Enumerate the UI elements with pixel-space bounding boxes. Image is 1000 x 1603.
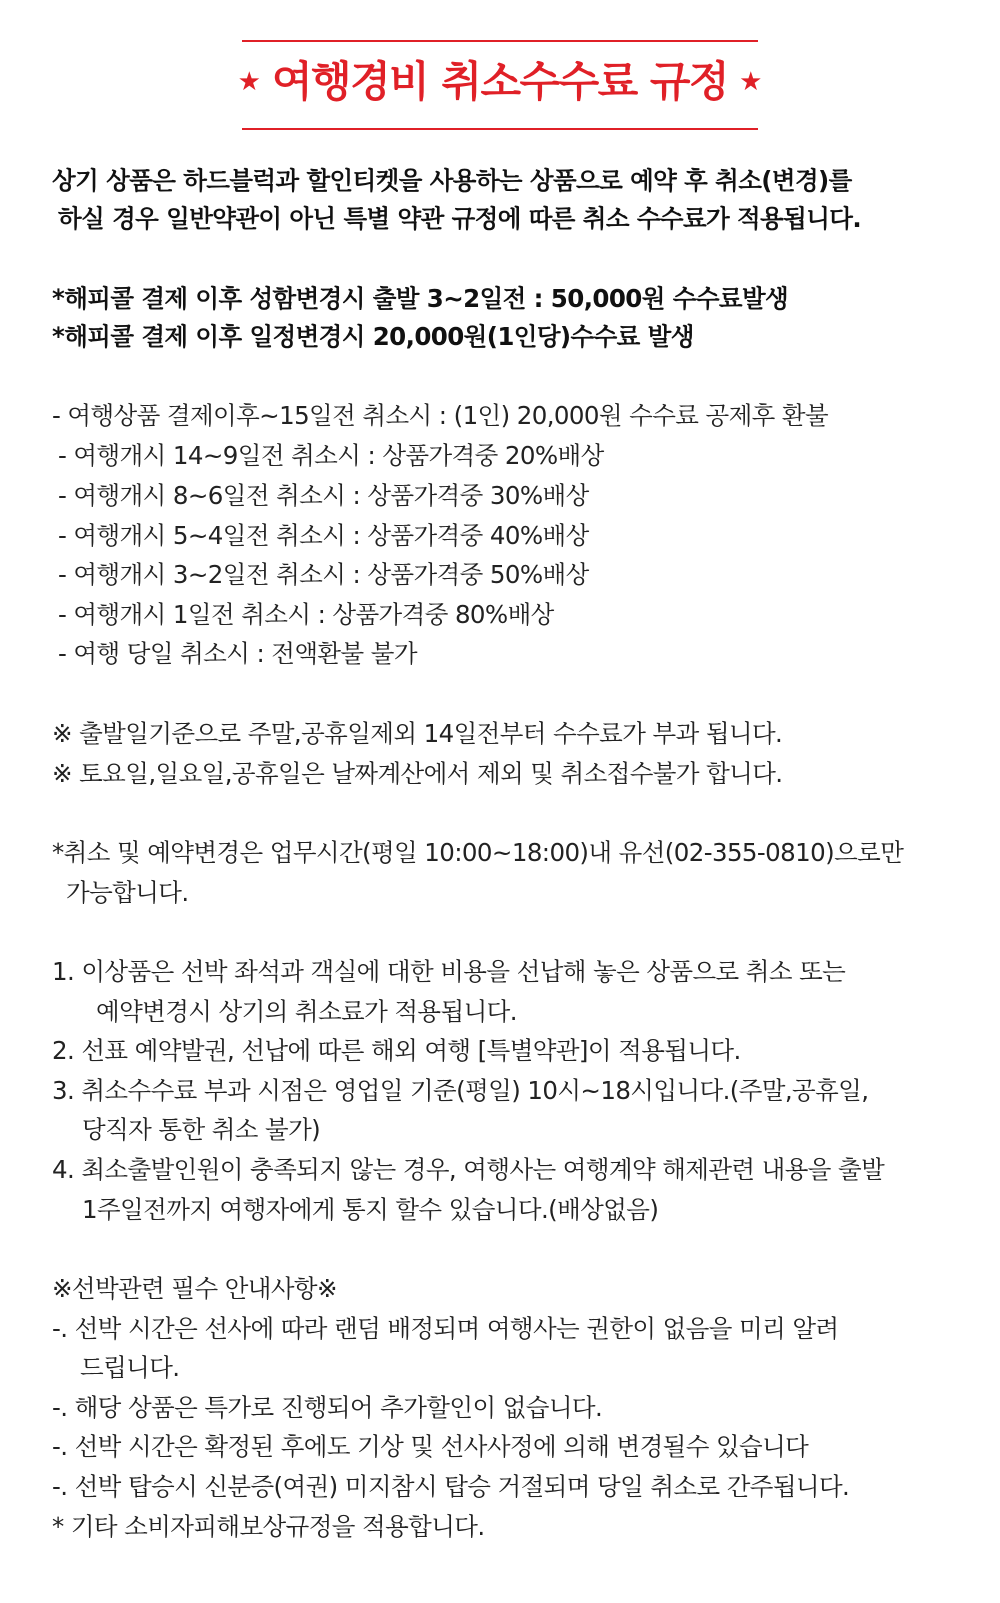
title-top-rule	[242, 40, 758, 42]
title-block	[0, 52, 1000, 112]
intro-line-2: 하실 경우 일반약관이 아닌 특별 약관 규정에 따른 취소 수수료가 적용됩니다.	[58, 204, 862, 233]
intro-line-1: 상기 상품은 하드블럭과 할인티켓을 사용하는 상품으로 예약 후 취소(변경)를	[52, 166, 852, 195]
change-fee-schedule: *해피콜 결제 이후 일정변경시 20,000원(1인당)수수료 발생	[52, 322, 694, 351]
cancel-item: - 여행개시 3~2일전 취소시 : 상품가격중 50%배상	[58, 560, 589, 589]
ship-notice-item: -. 선박 탑승시 신분증(여권) 미지참시 탑승 거절되며 당일 취소로 간주됩니다.	[52, 1472, 850, 1501]
ship-notice-item: -. 선박 시간은 확정된 후에도 기상 및 선사사정에 의해 변경될수 있습니다	[52, 1432, 809, 1461]
note-item: ※ 토요일,일요일,공휴일은 날짜계산에서 제외 및 취소접수불가 합니다.	[52, 759, 783, 788]
rule-item: 1주일전까지 여행자에게 통지 할수 있습니다.(배상없음)	[82, 1195, 659, 1224]
rule-item: 4. 최소출발인원이 충족되지 않는 경우, 여행사는 여행계약 해제관련 내용을 출발	[52, 1155, 885, 1184]
title-bottom-rule	[242, 128, 758, 130]
rule-item: 2. 선표 예약발권, 선납에 따른 해외 여행 [특별약관]이 적용됩니다.	[52, 1036, 741, 1065]
ship-notice-item: * 기타 소비자피해보상규정을 적용합니다.	[52, 1512, 485, 1541]
rule-item: 예약변경시 상기의 취소료가 적용됩니다.	[96, 997, 517, 1026]
cancel-item: - 여행개시 5~4일전 취소시 : 상품가격중 40%배상	[58, 521, 589, 550]
star-right-icon: ★	[739, 67, 763, 97]
star-left-icon: ★	[237, 67, 261, 97]
ship-notice-title: ※선박관련 필수 안내사항※	[52, 1274, 337, 1303]
change-fee-name: *해피콜 결제 이후 성함변경시 출발 3~2일전 : 50,000원 수수료발생	[52, 284, 789, 313]
ship-notice-item: -. 해당 상품은 특가로 진행되어 추가할인이 없습니다.	[52, 1393, 603, 1422]
cancel-item: - 여행개시 1일전 취소시 : 상품가격중 80%배상	[58, 600, 554, 629]
rule-item: 3. 취소수수료 부과 시점은 영업일 기준(평일) 10시~18시입니다.(주말,공휴일,	[52, 1076, 869, 1105]
ship-notice-item: 드립니다.	[80, 1353, 180, 1382]
contact-line-2: 가능합니다.	[66, 878, 189, 907]
rule-item: 1. 이상품은 선박 좌석과 객실에 대한 비용을 선납해 놓은 상품으로 취소 또는	[52, 957, 846, 986]
page-title: 여행경비 취소수수료 규정	[271, 57, 729, 106]
cancel-item: - 여행상품 결제이후~15일전 취소시 : (1인) 20,000원 수수료 공제후 환불	[52, 401, 829, 430]
contact-line-1: *취소 및 예약변경은 업무시간(평일 10:00~18:00)내 유선(02-355-0810)으로만	[52, 838, 904, 867]
cancel-item: - 여행개시 8~6일전 취소시 : 상품가격중 30%배상	[58, 481, 589, 510]
rule-item: 당직자 통한 취소 불가)	[82, 1115, 321, 1144]
cancel-item: - 여행 당일 취소시 : 전액환불 불가	[58, 639, 417, 668]
note-item: ※ 출발일기준으로 주말,공휴일제외 14일전부터 수수료가 부과 됩니다.	[52, 719, 783, 748]
ship-notice-item: -. 선박 시간은 선사에 따라 랜덤 배정되며 여행사는 권한이 없음을 미리 알려	[52, 1314, 839, 1343]
cancel-item: - 여행개시 14~9일전 취소시 : 상품가격중 20%배상	[58, 441, 604, 470]
